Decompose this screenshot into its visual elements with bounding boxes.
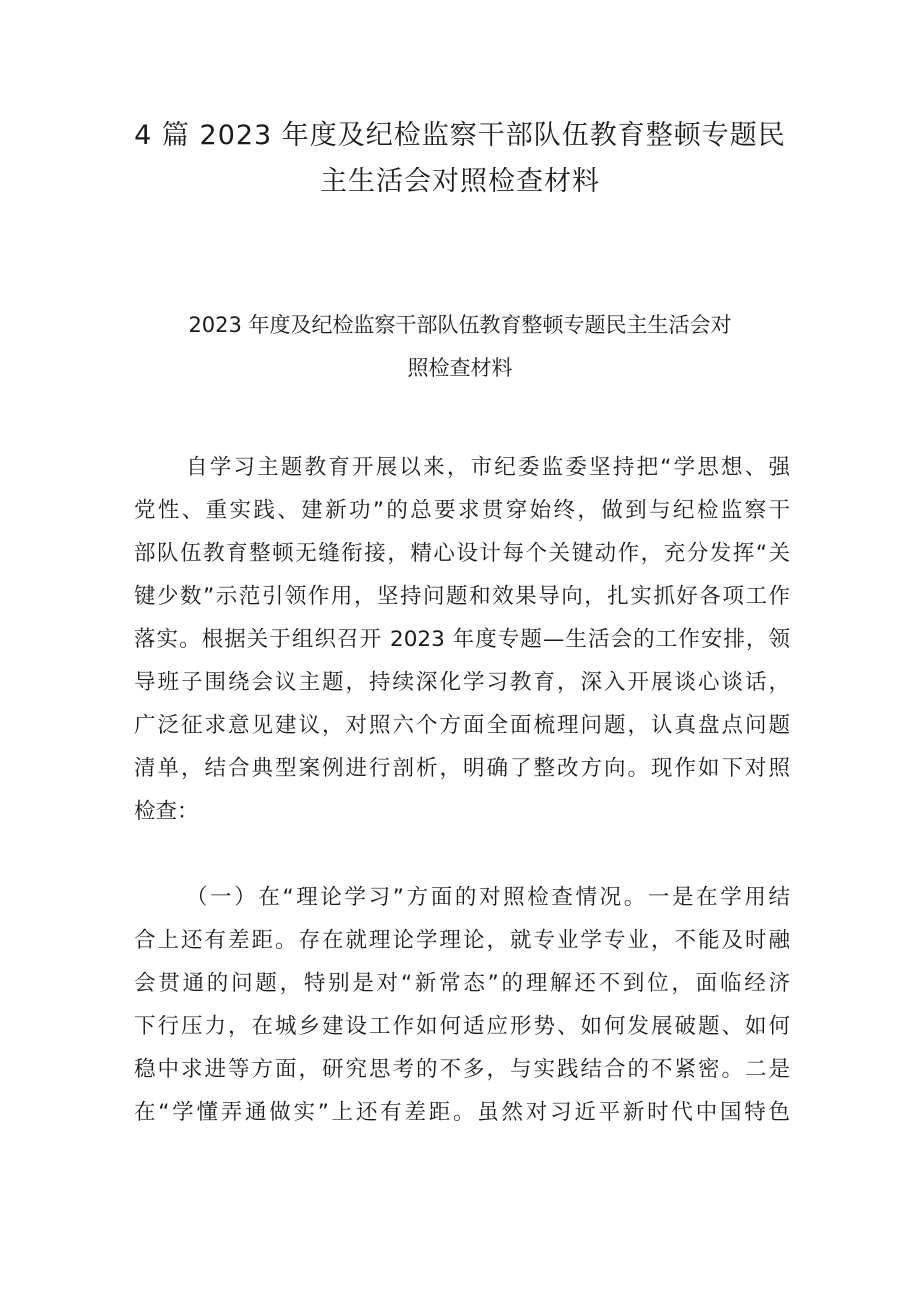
document-title-line-2: 主生活会对照检查材料 bbox=[320, 166, 600, 197]
paragraph-line: 在“学懂弄通做实”上还有差距。虽然对习近平新时代中国特色 bbox=[134, 1100, 790, 1125]
paragraph-line: （一）在“理论学习”方面的对照检查情况。一是在学用结 bbox=[186, 885, 790, 910]
paragraph-line: 广泛征求意见建议，对照六个方面全面梳理问题，认真盘点问题 bbox=[134, 713, 790, 738]
paragraph-line: 检查： bbox=[134, 799, 199, 824]
document-title-line-1: 4 篇 2023 年度及纪检监察干部队伍教育整顿专题民 bbox=[134, 120, 786, 151]
paragraph-line: 部队伍教育整顿无缝衔接，精心设计每个关键动作，充分发挥“关 bbox=[134, 541, 790, 566]
paragraph-line: 会贯通的问题，特别是对“新常态”的理解还不到位，面临经济 bbox=[134, 971, 790, 996]
paragraph-line: 落实。根据关于组织召开 2023 年度专题—生活会的工作安排，领 bbox=[134, 627, 790, 652]
paragraph-line: 合上还有差距。存在就理论学理论，就专业学专业，不能及时融 bbox=[134, 928, 790, 953]
section-title-line-2: 照检查材料 bbox=[407, 356, 513, 380]
paragraph-line: 下行压力，在城乡建设工作如何适应形势、如何发展破题、如何 bbox=[134, 1014, 790, 1039]
paragraph-line: 清单，结合典型案例进行剖析，明确了整改方向。现作如下对照 bbox=[134, 756, 790, 781]
paragraph-line: 党性、重实践、建新功”的总要求贯穿始终，做到与纪检监察干 bbox=[134, 498, 790, 523]
paragraph-line: 自学习主题教育开展以来，市纪委监委坚持把“学思想、强 bbox=[186, 455, 790, 480]
section-title-line-1: 2023 年度及纪检监察干部队伍教育整顿专题民主生活会对 bbox=[188, 313, 732, 337]
paragraph-line: 导班子围绕会议主题，持续深化学习教育，深入开展谈心谈话， bbox=[134, 670, 790, 695]
paragraph-line: 键少数”示范引领作用，坚持问题和效果导向，扎实抓好各项工作 bbox=[134, 584, 790, 609]
paragraph-line: 稳中求进等方面，研究思考的不多，与实践结合的不紧密。二是 bbox=[134, 1057, 790, 1082]
